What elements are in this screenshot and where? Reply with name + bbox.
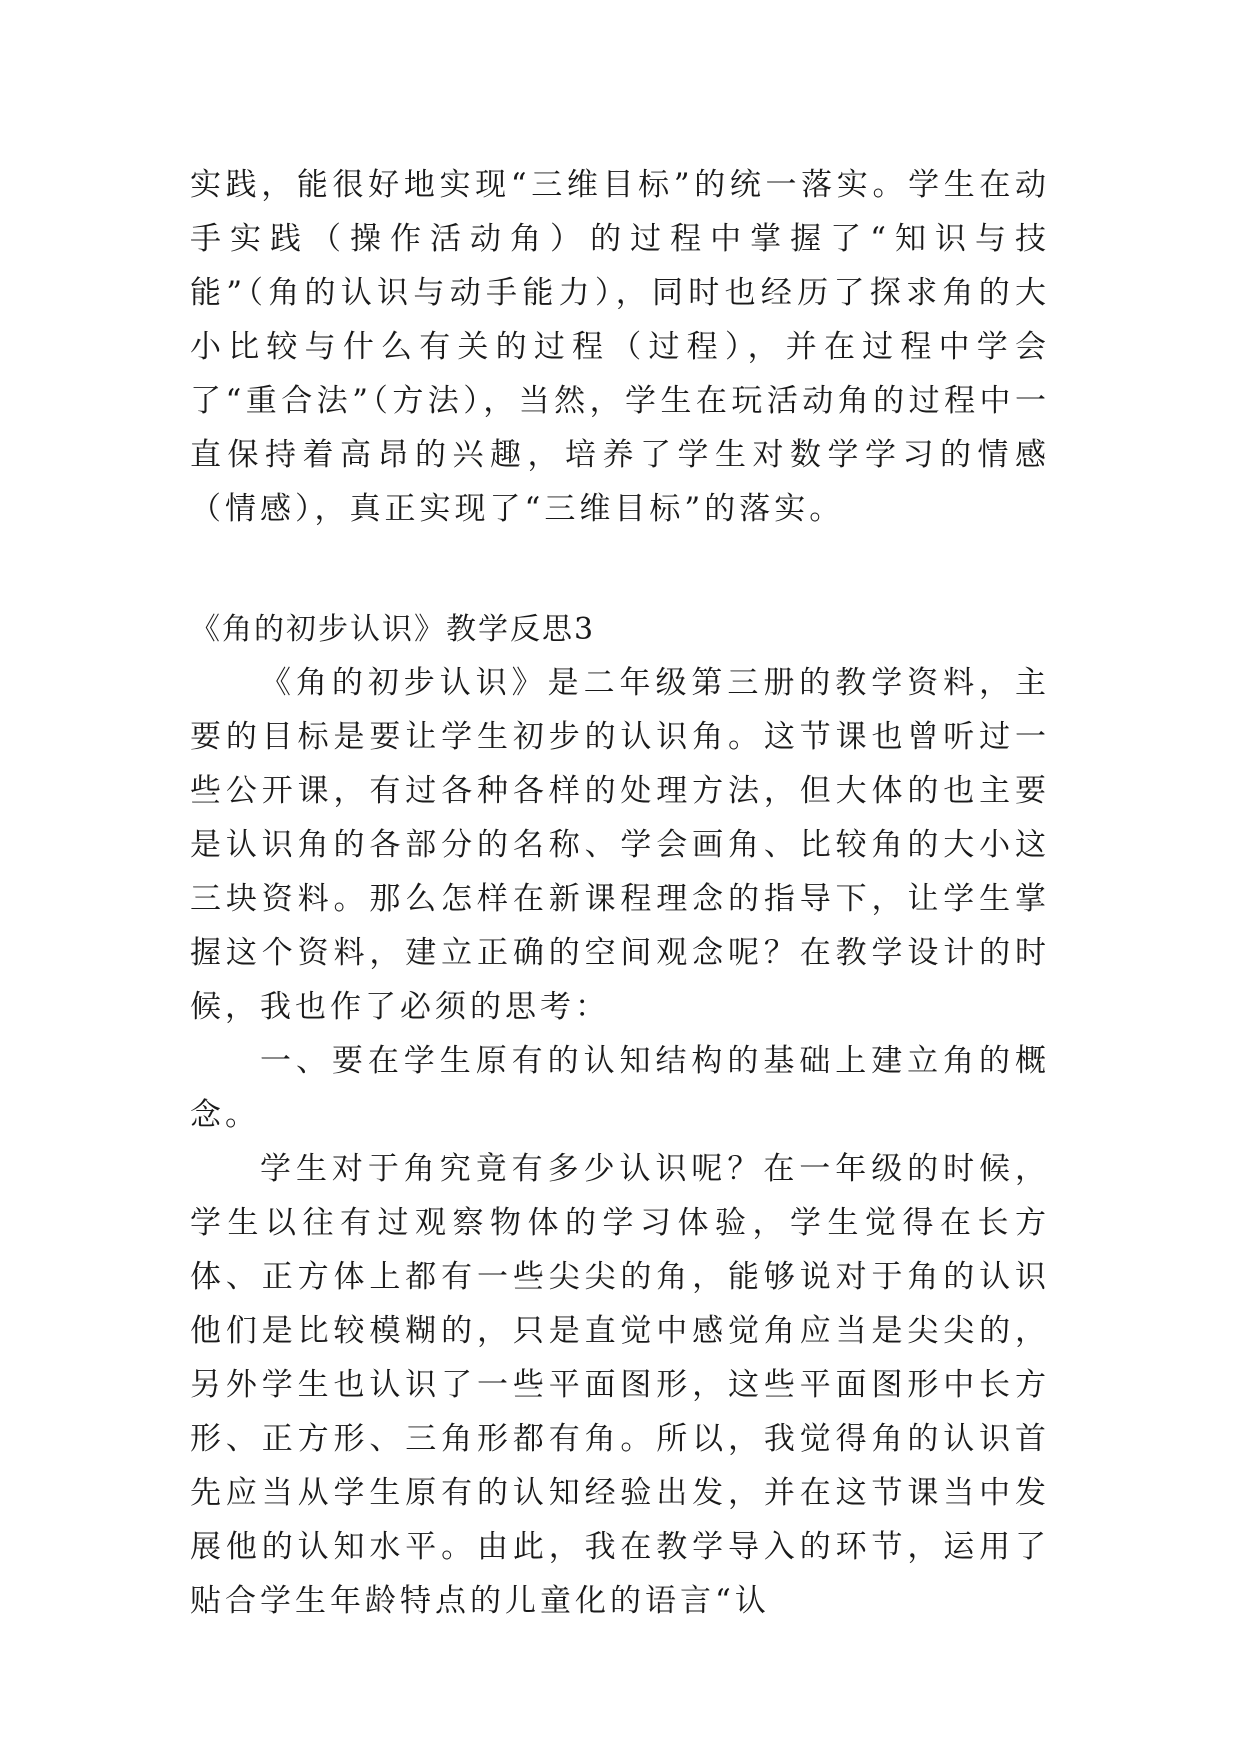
paragraph-continued: 实践，能很好地实现“三维目标”的统一落实。学生在动手实践（操作活动角）的过程中掌握了“知识与技能”（角的认识与动手能力），同时也经历了探求角的大小比较与什么有关的过程（过程），并在过程中学会了“重合法”（方法），当然，学生在玩活动角的过程中一直保持着高昂的兴趣，培养了学生对数学学习的情感（情感），真正实现了“三维目标”的落实。 bbox=[190, 167, 1050, 527]
paragraph-intro: 《角的初步认识》是二年级第三册的教学资料，主要的目标是要让学生初步的认识角。这节课也曾听过一些公开课，有过各种各样的处理方法，但大体的也主要是认识角的各部分的名称、学会画角、比较角的大小这三块资料。那么怎样在新课程理念的指导下，让学生掌握这个资料，建立正确的空间观念呢？在教学设计的时候，我也作了必须的思考： bbox=[190, 665, 1050, 1025]
document-body bbox=[190, 158, 1050, 1628]
paragraph-point-one: 一、要在学生原有的认知结构的基础上建立角的概念。 bbox=[190, 1043, 1050, 1133]
paragraph-discussion: 学生对于角究竟有多少认识呢？在一年级的时候，学生以往有过观察物体的学习体验，学生觉得在长方体、正方体上都有一些尖尖的角，能够说对于角的认识他们是比较模糊的，只是直觉中感觉角应当是尖尖的，另外学生也认识了一些平面图形，这些平面图形中长方形、正方形、三角形都有角。所以，我觉得角的认识首先应当从学生原有的认知经验出发，并在这节课当中发展他的认知水平。由此，我在教学导入的环节，运用了贴合学生年龄特点的儿童化的语言“认 bbox=[190, 1151, 1050, 1619]
section-title: 《角的初步认识》教学反思3 bbox=[190, 612, 596, 647]
